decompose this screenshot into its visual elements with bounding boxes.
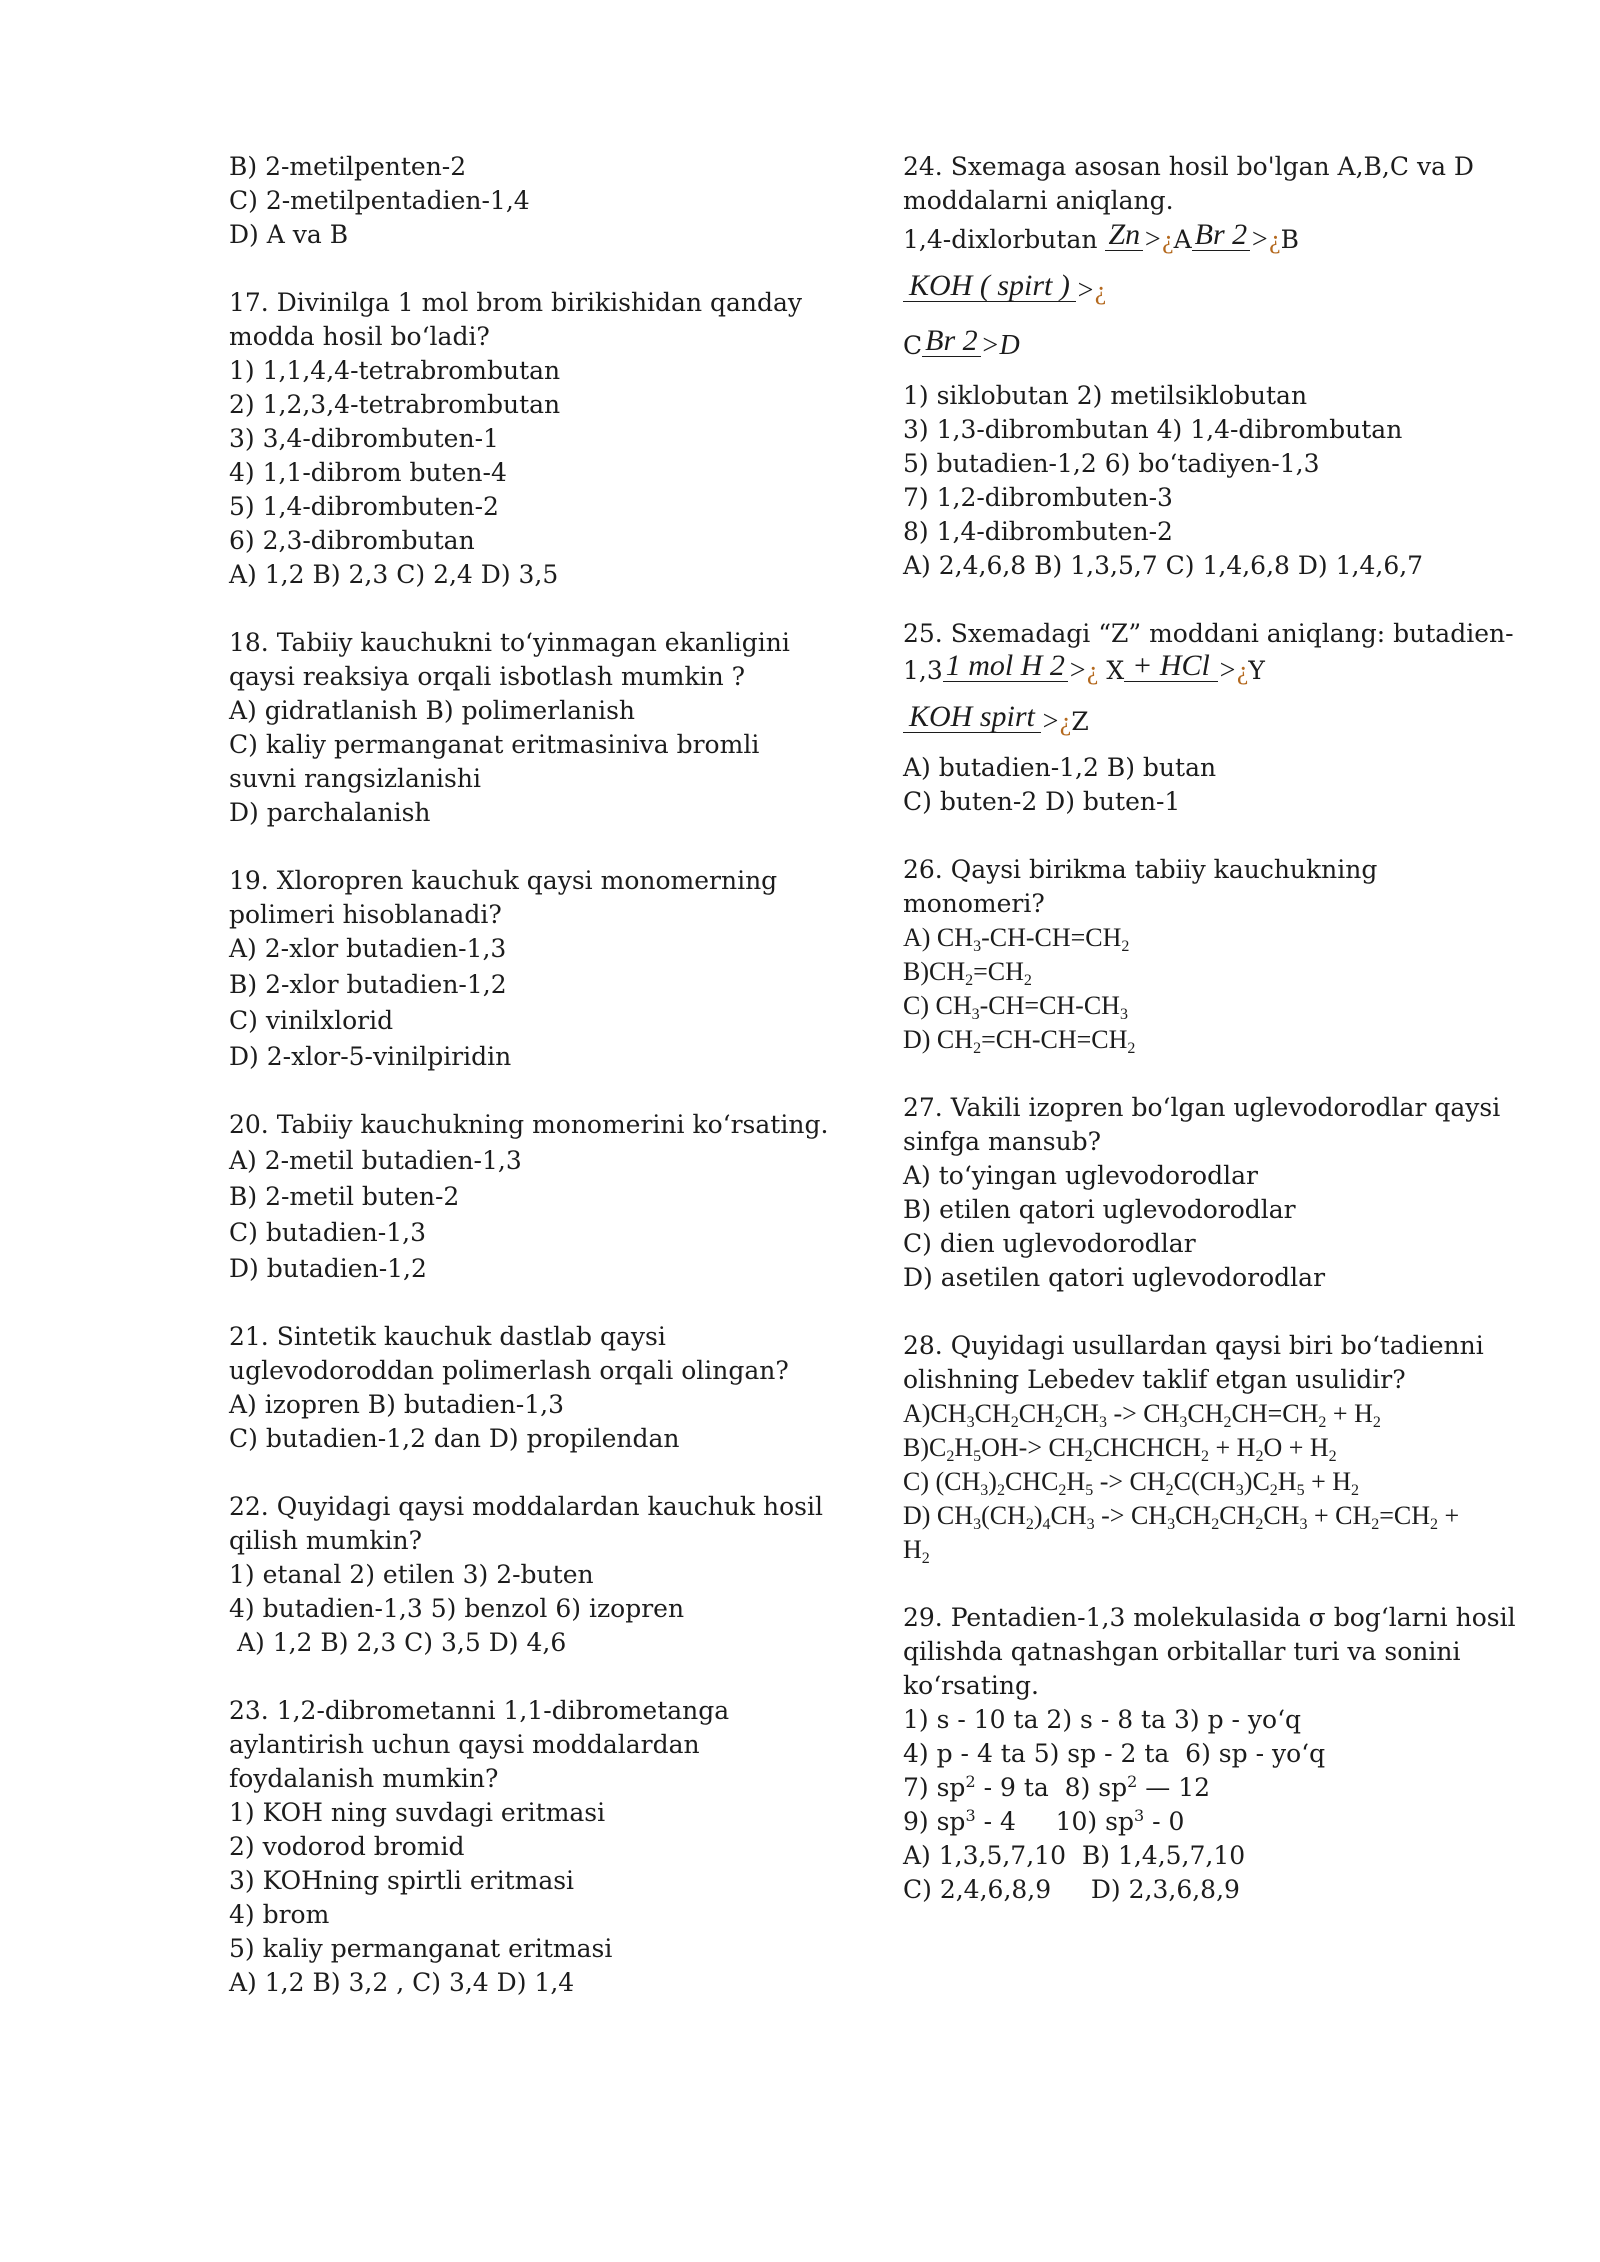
q24-glyph: ¿ — [1269, 225, 1281, 254]
q25-arrow-head: > — [1067, 655, 1087, 686]
q20-line: D) butadien-1,2 — [229, 1254, 427, 1283]
q20-line: B) 2-metil buten-2 — [229, 1182, 460, 1211]
q25-arrow-head: > — [1217, 655, 1237, 686]
q24-arrow-head: > — [1143, 224, 1163, 255]
q23-line: 2) vodorod bromid — [229, 1832, 465, 1861]
q16-option-d: D) A va B — [229, 220, 349, 249]
q19-line: D) 2-xlor-5-vinilpiridin — [229, 1042, 512, 1071]
q24-scheme-line-3 — [903, 326, 1503, 363]
q24-b: B — [1280, 225, 1299, 254]
q27-line: D) asetilen qatori uglevodorodlar — [903, 1263, 1326, 1292]
q17-option: 2) 1,2,3,4-tetrabrombutan — [229, 390, 561, 419]
q19-line: polimeri hisoblanadi? — [229, 900, 502, 929]
q25-glyph: ¿ — [1086, 656, 1099, 685]
q26-option-d: D) $CH_2=CH-CH=CH_2$ — [903, 1025, 1136, 1057]
q24-zn: Zn — [1105, 220, 1143, 251]
q25-glyph: ¿ — [1059, 707, 1072, 736]
q25-scheme-line-2 — [903, 702, 1503, 739]
q28-option-a: $A)CH_3CH_2CH_2CH_3 -> CH_3CH_2CH=CH_2 + H_2$ — [903, 1399, 1381, 1431]
q25-glyph: ¿ — [1236, 656, 1249, 685]
q23-line: aylantirish uchun qaysi moddalardan — [229, 1730, 700, 1759]
q26-option-a: A) $CH_3-CH-CH=CH_2$ — [903, 923, 1130, 955]
q17-option: 5) 1,4-dibrombuten-2 — [229, 492, 499, 521]
q24-glyph: ¿ — [1162, 225, 1174, 254]
q26-title-line: 26. Qaysi birikma tabiiy kauchukning — [903, 855, 1378, 884]
question-26 — [903, 853, 1503, 1057]
q25-title: 25. Sxemadagi “Z” moddani aniqlang: butadien- — [903, 619, 1514, 648]
q23-line: 1) KOH ning suvdagi eritmasi — [229, 1798, 606, 1827]
q27-line: 27. Vakili izopren bo‘lgan uglevodorodlar qaysi — [903, 1093, 1501, 1122]
q25-h2: 1 mol H 2 — [943, 651, 1068, 682]
q16-option-c: C) 2-metilpentadien-1,4 — [229, 186, 530, 215]
q29-title-line: qilishda qatnashgan orbitallar turi va sonini — [903, 1637, 1461, 1666]
q23-line: 5) kaliy permanganat eritmasi — [229, 1934, 613, 1963]
q25-koh: KOH spirt — [903, 702, 1041, 733]
q25-hcl-arrow — [1124, 651, 1218, 688]
question-18 — [229, 626, 869, 830]
q25-y: Y — [1248, 656, 1265, 685]
q24-d: D — [999, 330, 1020, 361]
q20-line: A) 2-metil butadien-1,3 — [229, 1146, 522, 1175]
q24-glyph: ¿ — [1094, 276, 1107, 305]
q28-title-line: 28. Quyidagi usullardan qaysi biri bo‘tadienni — [903, 1331, 1484, 1360]
q22-line: 1) etanal 2) etilen 3) 2-buten — [229, 1560, 594, 1589]
q27-line: sinfga mansub? — [903, 1127, 1102, 1156]
q28-option-d: D) $CH_3(CH_2)_4CH_3 -> CH_3CH_2CH_2CH_3 + CH_2=CH_2$ + — [903, 1501, 1460, 1533]
q21-line: uglevodoroddan polimerlash orqali olingan? — [229, 1356, 789, 1385]
q21-line: A) izopren B) butadien-1,3 — [229, 1390, 564, 1419]
q25-option: C) buten-2 D) buten-1 — [903, 787, 1181, 816]
q16-option-b: B) 2-metilpenten-2 — [229, 152, 467, 181]
question-24 — [903, 150, 1503, 583]
question-21 — [229, 1320, 869, 1456]
q24-zn-arrow — [1105, 220, 1143, 257]
q24-br2: Br 2 — [1192, 220, 1251, 251]
q24-option: 3) 1,3-dibrombutan 4) 1,4-dibrombutan — [903, 415, 1403, 444]
q24-koh-arrow — [903, 271, 1076, 308]
q29-option-9-10: 9) $sp^3 - 4$ 10) $sp^3 - 0$ — [903, 1806, 1185, 1836]
left-column — [229, 150, 869, 2000]
q26-title-line: monomeri? — [903, 889, 1045, 918]
q23-line: 3) KOHning spirtli eritmasi — [229, 1866, 575, 1895]
q17-option: 6) 2,3-dibrombutan — [229, 526, 475, 555]
q25-arrow-head: > — [1040, 706, 1060, 737]
q19-line: 19. Xloropren kauchuk qaysi monomerning — [229, 866, 778, 895]
q27-line: B) etilen qatori uglevodorodlar — [903, 1195, 1296, 1224]
q21-line: 21. Sintetik kauchuk dastlab qaysi — [229, 1322, 666, 1351]
q24-br2-arrow — [1192, 220, 1251, 257]
question-23 — [229, 1694, 869, 2000]
q29-answers: A) 1,3,5,7,10 B) 1,4,5,7,10 — [903, 1841, 1246, 1870]
q21-line: C) butadien-1,2 dan D) propilendan — [229, 1424, 680, 1453]
q22-line: 22. Quyidagi qaysi moddalardan kauchuk hosil — [229, 1492, 823, 1521]
q27-line: A) to‘yingan uglevodorodlar — [903, 1161, 1258, 1190]
q27-line: C) dien uglevodorodlar — [903, 1229, 1196, 1258]
q23-line: 23. 1,2-dibrometanni 1,1-dibrometanga — [229, 1696, 730, 1725]
q24-arrow-head: > — [1250, 224, 1270, 255]
q24-title-line: moddalarni aniqlang. — [903, 186, 1174, 215]
q28-option-b: $B)C_2H_5OH->$ $CH_2CHCHCH_2 + H_2O + H_2$ — [903, 1433, 1337, 1465]
q25-start: 1,3 — [903, 656, 943, 685]
question-25 — [903, 617, 1514, 819]
q20-line: 20. Tabiiy kauchukning monomerini ko‘rsating. — [229, 1110, 829, 1139]
q19-line: B) 2-xlor butadien-1,2 — [229, 970, 507, 999]
q19-line: A) 2-xlor butadien-1,3 — [229, 934, 507, 963]
q24-option: 1) siklobutan 2) metilsiklobutan — [903, 381, 1308, 410]
q24-start: 1,4-dixlorbutan — [903, 225, 1098, 254]
q24-arrow-head: > — [1075, 275, 1095, 306]
q24-option: 5) butadien-1,2 6) bo‘tadiyen-1,3 — [903, 449, 1320, 478]
q25-scheme-line-1 — [903, 651, 1503, 688]
q17-title-line: modda hosil bo‘ladi? — [229, 322, 490, 351]
q26-option-b: $B)CH_2=CH_2$ — [903, 957, 1032, 989]
q20-line: C) butadien-1,3 — [229, 1218, 426, 1247]
q29-title-line: 29. Pentadien-1,3 molekulasida σ bog‘larni hosil — [903, 1603, 1516, 1632]
question-22 — [229, 1490, 869, 1660]
q23-line: foydalanish mumkin? — [229, 1764, 499, 1793]
q24-title-line: 24. Sxemaga asosan hosil bo'lgan A,B,C va D — [903, 152, 1474, 181]
q29-option: 4) p - 4 ta 5) sp - 2 ta 6) sp - yo‘q — [903, 1739, 1326, 1768]
q18-line: qaysi reaksiya orqali isbotlash mumkin ? — [229, 662, 746, 691]
q24-c: C — [903, 331, 923, 360]
q24-scheme-line-2 — [903, 271, 1503, 308]
q26-option-c: C) $CH_3-CH=CH-CH_3$ — [903, 991, 1128, 1023]
q19-line: C) vinilxlorid — [229, 1006, 394, 1035]
q22-line: qilish mumkin? — [229, 1526, 423, 1555]
q24-option: 7) 1,2-dibrombuten-3 — [903, 483, 1173, 512]
q25-option: A) butadien-1,2 B) butan — [903, 753, 1217, 782]
question-19 — [229, 864, 869, 1074]
q18-line: suvni rangsizlanishi — [229, 764, 481, 793]
right-column — [903, 150, 1516, 1907]
q24-br2b: Br 2 — [922, 326, 981, 357]
q29-answers: C) 2,4,6,8,9 D) 2,3,6,8,9 — [903, 1875, 1240, 1904]
q17-option: 4) 1,1-dibrom buten-4 — [229, 458, 507, 487]
q29-option-7-8: 7) $sp^2 - 9$ ta 8) $sp^2$ — 12 — [903, 1772, 1211, 1802]
q17-option: 1) 1,1,4,4-tetrabrombutan — [229, 356, 561, 385]
q23-line: A) 1,2 B) 3,2 , C) 3,4 D) 1,4 — [229, 1968, 575, 1997]
q18-line: C) kaliy permanganat eritmasiniva bromli — [229, 730, 760, 759]
question-27 — [903, 1091, 1503, 1295]
question-17 — [229, 286, 869, 592]
question-29 — [903, 1601, 1516, 1907]
q22-line: A) 1,2 B) 2,3 C) 3,5 D) 4,6 — [229, 1628, 567, 1657]
q18-line: 18. Tabiiy kauchukni to‘yinmagan ekanligini — [229, 628, 790, 657]
q24-scheme-line-1 — [903, 220, 1503, 257]
q24-answers: A) 2,4,6,8 B) 1,3,5,7 C) 1,4,6,8 D) 1,4,6,7 — [903, 551, 1424, 580]
q25-h2-arrow — [943, 651, 1068, 688]
q29-title-line: ko‘rsating. — [903, 1671, 1039, 1700]
q24-br2b-arrow — [922, 326, 981, 363]
question-28 — [903, 1329, 1503, 1567]
q28-option-c: C) $(CH_3)_2CHC_2H_5 -> CH_2C(CH_3)C_2H_5 + H_2$ — [903, 1467, 1360, 1499]
q24-a: A — [1173, 225, 1192, 254]
q24-option: 8) 1,4-dibrombuten-2 — [903, 517, 1173, 546]
q28-title-line: olishning Lebedev taklif etgan usulidir? — [903, 1365, 1406, 1394]
q17-option: 3) 3,4-dibrombuten-1 — [229, 424, 499, 453]
q18-line: A) gidratlanish B) polimerlanish — [229, 696, 636, 725]
q25-koh-arrow — [903, 702, 1041, 739]
q23-line: 4) brom — [229, 1900, 330, 1929]
q29-option: 1) s - 10 ta 2) s - 8 ta 3) p - yo‘q — [903, 1705, 1302, 1734]
q25-x: X — [1098, 656, 1125, 685]
q17-answers: A) 1,2 B) 2,3 C) 2,4 D) 3,5 — [229, 560, 559, 589]
q24-arrow-head: > — [980, 330, 1000, 361]
q25-hcl: + HCl — [1124, 651, 1218, 682]
q22-line: 4) butadien-1,3 5) benzol 6) izopren — [229, 1594, 685, 1623]
q18-line: D) parchalanish — [229, 798, 431, 827]
question-20 — [229, 1108, 869, 1286]
q17-title-line: 17. Divinilga 1 mol brom birikishidan qanday — [229, 288, 803, 317]
q28-option-d-cont: $H_2$ — [903, 1535, 930, 1567]
q25-z: Z — [1071, 707, 1089, 736]
q24-koh: KOH ( spirt ) — [903, 271, 1076, 302]
